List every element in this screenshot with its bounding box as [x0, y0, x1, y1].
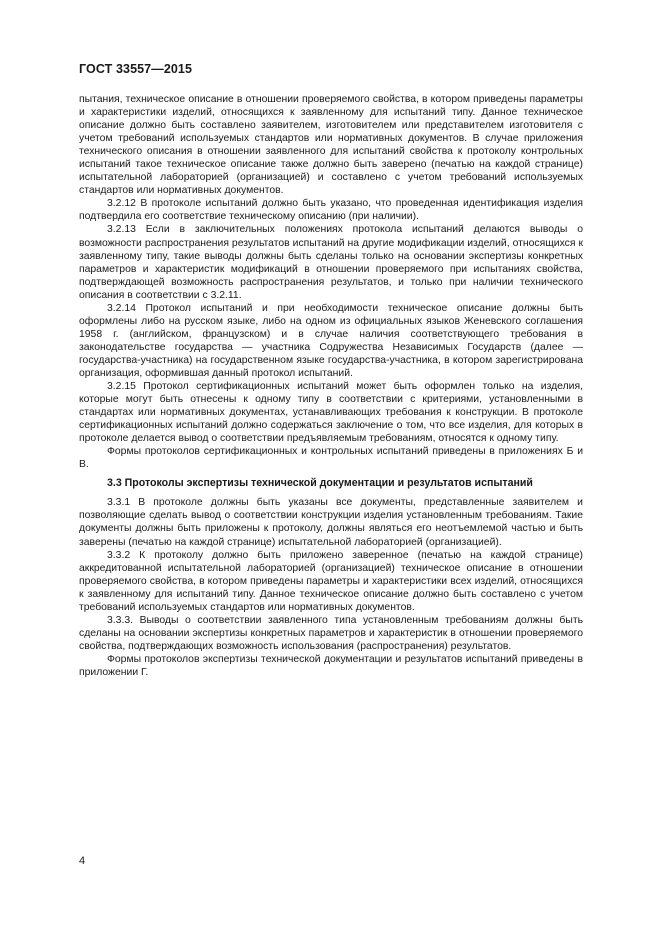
- paragraph-forms-g: Формы протоколов экспертизы технической документации и результатов испытаний приведены в приложении Г.: [79, 653, 583, 678]
- document-body: [79, 93, 583, 679]
- paragraph-continuation: пытания, техническое описание в отношении проверяемого свойства, в котором приведены параметры и характеристики изделий, относящихся к заявленному для испытаний типу. Данное техническое описание должно быть составлено заявителем, изготовителем или представителем изготовителя с учетом требований используемых стандартов или нормативных документов. В случае приложения технического описания в отношении заявленного для испытаний свойства к протоколу контрольных испытаний такое техническое описание также должно быть заверено (печатью на каждой странице) испытательной лабораторией (организацией) и составлено с учетом требований используемых стандартов или нормативных документов.: [79, 94, 583, 197]
- paragraph-3-2-12: 3.2.12 В протоколе испытаний должно быть указано, что проведенная идентификация изделия подтвердила его соответствие техническому описанию (при наличии).: [79, 198, 583, 223]
- section-heading-3-3: 3.3 Протоколы экспертизы технической документации и результатов испытаний: [107, 477, 533, 490]
- document-header: ГОСТ 33557—2015: [79, 62, 193, 76]
- paragraph-3-2-14: 3.2.14 Протокол испытаний и при необходимости техническое описание должны быть оформлены либо на русском языке, либо на одном из официальных языков Женевского соглашения 1958 г. (английском, французском) и в случае наличия соответствующего требования в законодательстве государства — участника Содружества Независимых Государств (далее — государства-участника) на государственном языке государства-участника, в котором зарегистрирована организация, оформившая данный протокол испытаний.: [79, 302, 583, 379]
- paragraph-3-3-1: 3.3.1 В протоколе должны быть указаны все документы, представленные заявителем и позволяющие сделать вывод о соответствии конструкции изделия установленным требованиям. Такие документы должны быть приложены к протоколу, должны являться его неотъемлемой частью и быть заверены (печатью на каждой странице) испытательной лабораторией (организацией).: [79, 497, 583, 548]
- paragraph-3-2-13: 3.2.13 Если в заключительных положениях протокола испытаний делаются выводы о возможности распространения результатов испытаний на другие модификации изделий, относящихся к заявленному типу, такие выводы должны быть сделаны только на основании экспертизы конкретных параметров и характеристик модификаций в отношении проверяемого при испытаниях свойства, подтверждающей возможность распространения результатов, и только при наличии технического описания в соответствии с 3.2.11.: [79, 224, 583, 301]
- page-number: 4: [79, 855, 86, 867]
- paragraph-3-2-15: 3.2.15 Протокол сертификационных испытаний может быть оформлен только на изделия, которые могут быть отнесены к одному типу в соответствии с критериями, установленными в стандартах или нормативных документах, устанавливающих требования к конструкции. В протоколе сертификационных испытаний должно содержаться заключение о том, что все изделия, для которых в протоколе делается вывод о соответствии предъявляемым требованиям, относятся к одному типу.: [79, 381, 583, 445]
- paragraph-3-3-3: 3.3.3. Выводы о соответствии заявленного типа установленным требованиям должны быть сделаны на основании экспертизы конкретных параметров и характеристик в отношении проверяемого свойства, подтверждающих возможность использования (распространения) результатов.: [79, 614, 583, 652]
- paragraph-3-3-2: 3.3.2 К протоколу должно быть приложено заверенное (печатью на каждой странице) аккредитованной испытательной лабораторией (организацией) техническое описание в отношении проверяемого свойства, в котором приведены параметры и характеристики всех изделий, относящихся к заявленному для испытаний типу. Данное техническое описание должно быть составлено с учетом требований используемых стандартов или нормативных документов.: [79, 549, 583, 613]
- paragraph-forms-b-v: Формы протоколов сертификационных и контрольных испытаний приведены в приложениях Б и В.: [79, 446, 583, 471]
